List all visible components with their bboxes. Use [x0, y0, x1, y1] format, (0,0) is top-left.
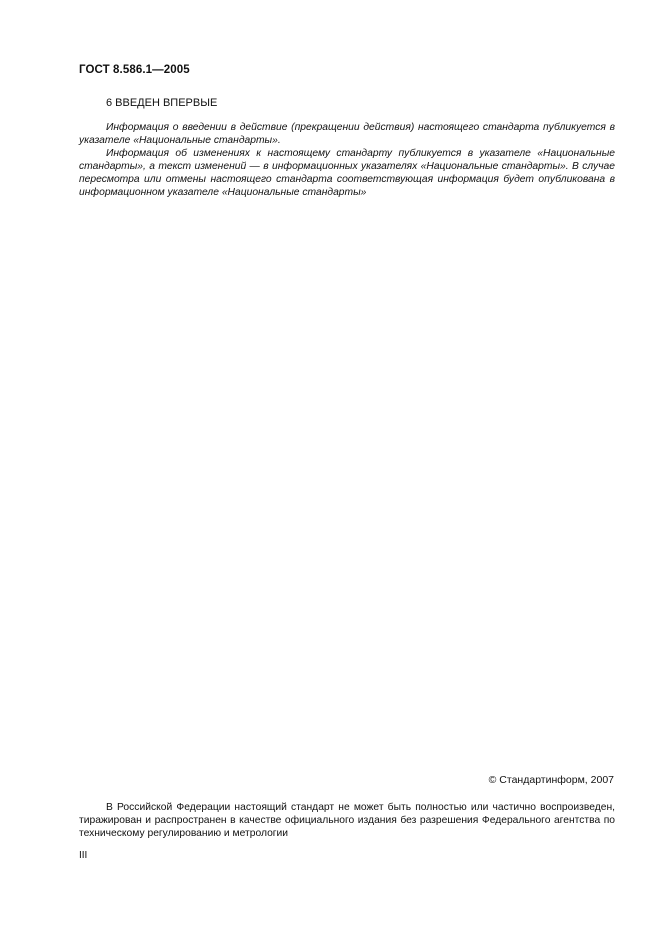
section-6-introduced-first: 6 ВВЕДЕН ВПЕРВЫЕ — [106, 97, 218, 109]
info-paragraph-effective: Информация о введении в действие (прекращении действия) настоящего стандарта публикуется в указателе «Национальные стандарты». — [79, 122, 615, 146]
info-paragraph-changes: Информация об изменениях к настоящему стандарту публикуется в указателе «Национальные стандарты», а текст изменений — в информационных указателях «Национальные стандарты». В случае пересмотра или отмены настоящего стандарта соответствующая информация будет опубликована в информационном указателе «Национальные стандарты» — [79, 147, 615, 198]
page-number: III — [79, 850, 88, 861]
publication-info-block — [79, 122, 615, 199]
copyright-line: © Стандартинформ, 2007 — [488, 774, 614, 786]
standard-number-header: ГОСТ 8.586.1—2005 — [79, 64, 190, 76]
reproduction-notice: В Российской Федерации настоящий стандарт не может быть полностью или частично воспроизведен, тиражирован и распространен в качестве официального издания без разрешения Федерального агентства по техническому регулированию и метрологии — [79, 802, 615, 839]
